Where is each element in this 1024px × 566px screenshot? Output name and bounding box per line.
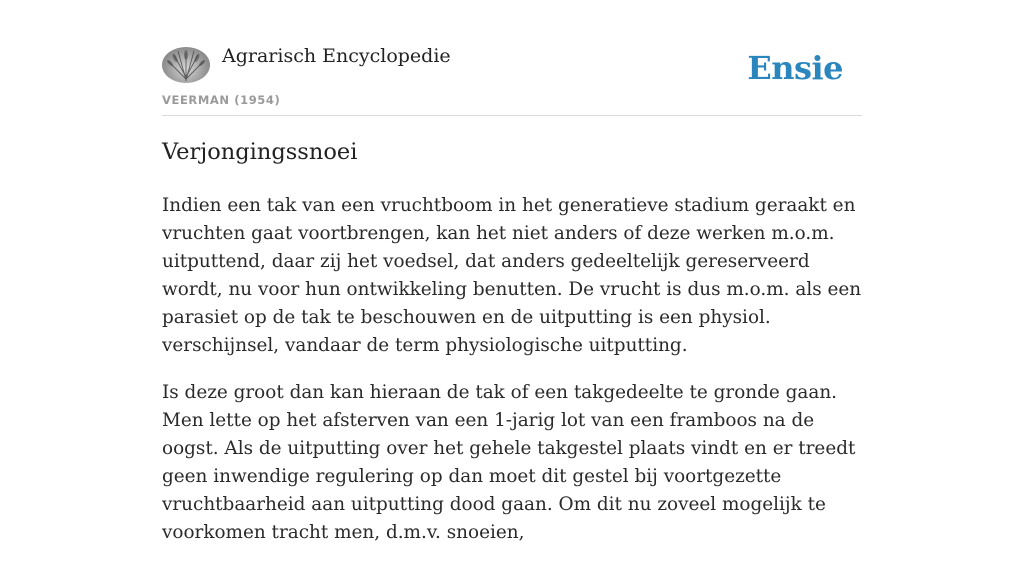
- source-title[interactable]: Agrarisch Encyclopedie: [222, 45, 451, 67]
- page-header: [162, 0, 862, 116]
- brand-logo-link[interactable]: Ensie: [747, 49, 843, 87]
- source-author: VEERMAN (1954): [162, 93, 281, 107]
- article-paragraph: Is deze groot dan kan hieraan de tak of een takgedeelte te gronde gaan. Men lette op het afsterven van een 1-jarig lot van een framboos na de oogst. Als de uitputting over het gehele takgestel plaats vindt en er treedt geen inwendige regulering op dan moet dit gestel bij voortgezette vruchtbaarheid aan uitputting dood gaan. Om dit nu zoveel mogelijk te voorkomen tracht men, d.m.v. snoeien,: [162, 382, 856, 543]
- article-body: [162, 192, 862, 566]
- article-paragraph: Indien een tak van een vruchtboom in het generatieve stadium geraakt en vruchten gaat voortbrengen, kan het niet anders of deze werken m.o.m. uitputtend, daar zij het voedsel, dat anders gedeeltelijk gereserveerd wordt, nu voor hun ontwikkeling benutten. De vrucht is dus m.o.m. als een parasiet op de tak te beschouwen en de uitputting is een physiol. verschijnsel, vandaar de term physiologische uitputting.: [162, 195, 862, 356]
- wheat-drawing: [162, 47, 210, 83]
- wheat-avatar-icon[interactable]: [162, 47, 210, 83]
- content-column: [162, 0, 862, 543]
- article-title: Verjongingssnoei: [162, 139, 358, 165]
